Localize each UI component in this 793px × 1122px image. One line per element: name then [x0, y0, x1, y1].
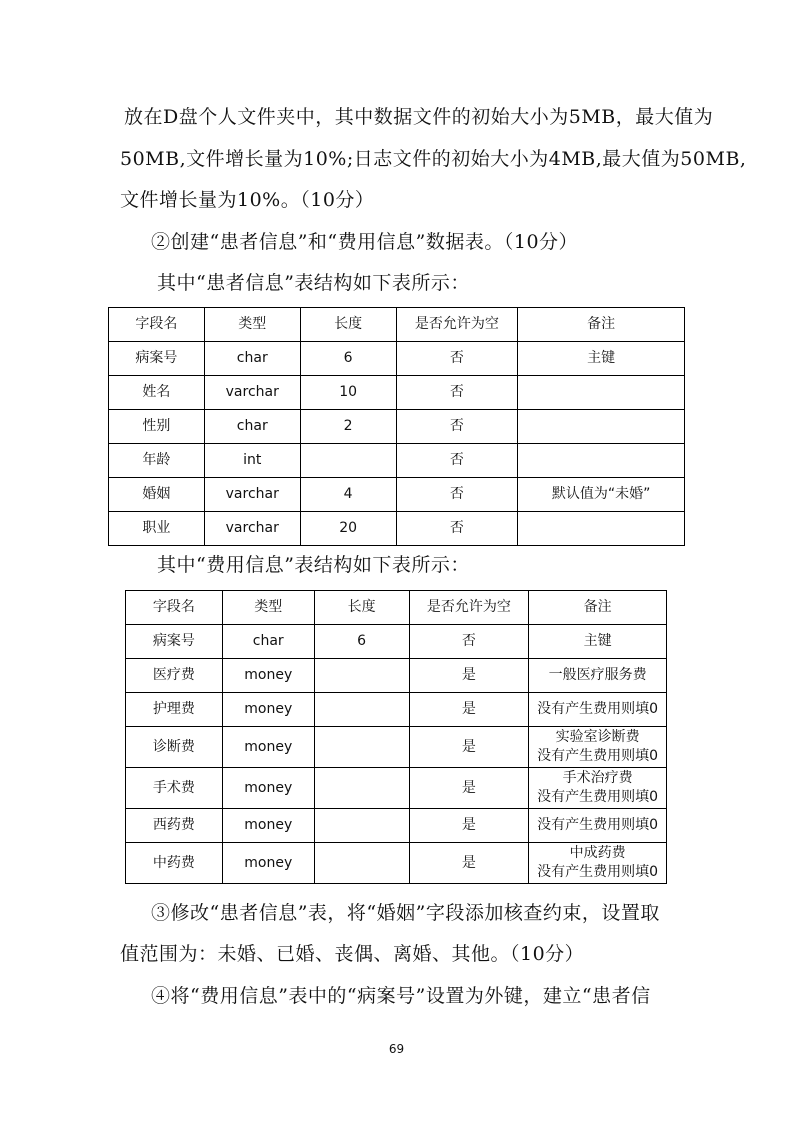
table-cell: 20 [300, 512, 396, 546]
table-cell [300, 444, 396, 478]
note-line: 没有产生费用则填0 [537, 789, 659, 805]
note-cell [529, 768, 667, 809]
table-cell: char [204, 342, 300, 376]
table-row [126, 625, 667, 659]
note-cell [529, 659, 667, 693]
table-cell: 否 [396, 376, 518, 410]
table-header-row [109, 308, 685, 342]
table-cell: 是 [409, 809, 529, 843]
body-text-line: ④将“费用信息”表中的“病案号”设置为外键，建立“患者信 [151, 985, 651, 1007]
table-cell: varchar [204, 512, 300, 546]
table-cell: 10 [300, 376, 396, 410]
table-cell: 姓名 [109, 376, 205, 410]
note-cell [529, 727, 667, 768]
header-cell: 备注 [518, 308, 685, 342]
table-caption: 其中“费用信息”表结构如下表所示： [157, 554, 470, 576]
table-row [126, 843, 667, 884]
table-row [109, 410, 685, 444]
table-cell: money [222, 809, 314, 843]
table-cell [518, 512, 685, 546]
page-number: 69 [388, 1042, 405, 1056]
header-cell: 字段名 [109, 308, 205, 342]
table-cell: money [222, 727, 314, 768]
note-cell [529, 693, 667, 727]
note-cell [529, 625, 667, 659]
note-line: 没有产生费用则填0 [537, 748, 659, 764]
note-cell [529, 843, 667, 884]
table-cell: 2 [300, 410, 396, 444]
patient-info-table [108, 307, 685, 546]
table-cell: 6 [314, 625, 409, 659]
table-cell: 手术费 [126, 768, 223, 809]
header-cell: 长度 [300, 308, 396, 342]
table-cell: 是 [409, 659, 529, 693]
table-cell: 主键 [518, 342, 685, 376]
body-text-line: 50MB,文件增长量为10%;日志文件的初始大小为4MB,最大值为50MB, [120, 148, 747, 170]
table-cell: 否 [409, 625, 529, 659]
table-cell: 4 [300, 478, 396, 512]
table-row [126, 809, 667, 843]
note-line: 实验室诊断费 [555, 729, 640, 745]
table-cell: 否 [396, 512, 518, 546]
table-cell [314, 659, 409, 693]
table-cell [518, 410, 685, 444]
table-row [126, 768, 667, 809]
table-cell: 西药费 [126, 809, 223, 843]
table-row [109, 478, 685, 512]
table-cell: 职业 [109, 512, 205, 546]
table-cell [314, 693, 409, 727]
table-cell: 否 [396, 410, 518, 444]
table-cell: 医疗费 [126, 659, 223, 693]
table-cell: 护理费 [126, 693, 223, 727]
table-cell: 病案号 [126, 625, 223, 659]
note-line: 一般医疗服务费 [548, 667, 647, 683]
table-cell: int [204, 444, 300, 478]
table-cell [518, 444, 685, 478]
table-cell: varchar [204, 376, 300, 410]
table-cell: 年龄 [109, 444, 205, 478]
note-line: 没有产生费用则填0 [537, 817, 659, 833]
table-cell: money [222, 659, 314, 693]
note-line: 中成药费 [569, 845, 626, 861]
body-text-line: 文件增长量为10%。（10分） [120, 189, 375, 211]
table-cell: money [222, 843, 314, 884]
table-cell: money [222, 693, 314, 727]
table-row [109, 342, 685, 376]
table-row [126, 659, 667, 693]
table-cell: 性别 [109, 410, 205, 444]
body-text-line: 值范围为：未婚、已婚、丧偶、离婚、其他。（10分） [120, 943, 585, 965]
table-cell: 是 [409, 693, 529, 727]
table-cell [314, 843, 409, 884]
table-row [109, 444, 685, 478]
header-cell: 是否允许为空 [409, 591, 529, 625]
table-cell: 中药费 [126, 843, 223, 884]
note-line: 主键 [583, 633, 612, 649]
body-text-line: ②创建“患者信息”和“费用信息”数据表。（10分） [151, 231, 579, 253]
header-cell: 备注 [529, 591, 667, 625]
table-cell: 否 [396, 342, 518, 376]
table-cell: char [222, 625, 314, 659]
fee-info-table [125, 590, 667, 884]
table-row [109, 376, 685, 410]
table-cell: char [204, 410, 300, 444]
table-caption: 其中“患者信息”表结构如下表所示： [157, 272, 470, 294]
table-cell [314, 809, 409, 843]
note-line: 没有产生费用则填0 [537, 864, 659, 880]
note-line: 手术治疗费 [562, 770, 633, 786]
table-row [109, 512, 685, 546]
table-cell: 病案号 [109, 342, 205, 376]
body-text-line: 放在D盘个人文件夹中，其中数据文件的初始大小为5MB，最大值为 [124, 106, 714, 128]
note-line: 没有产生费用则填0 [537, 701, 659, 717]
table-row [126, 693, 667, 727]
body-text-line: ③修改“患者信息”表，将“婚姻”字段添加核查约束，设置取 [151, 902, 660, 924]
table-cell: 否 [396, 444, 518, 478]
table-cell [314, 727, 409, 768]
table-cell: 6 [300, 342, 396, 376]
note-cell [529, 809, 667, 843]
table-header-row [126, 591, 667, 625]
table-cell: money [222, 768, 314, 809]
table-cell: 是 [409, 727, 529, 768]
header-cell: 是否允许为空 [396, 308, 518, 342]
header-cell: 类型 [204, 308, 300, 342]
header-cell: 字段名 [126, 591, 223, 625]
table-cell: varchar [204, 478, 300, 512]
table-cell: 默认值为“未婚” [518, 478, 685, 512]
table-row [126, 727, 667, 768]
table-cell: 否 [396, 478, 518, 512]
table-cell: 婚姻 [109, 478, 205, 512]
table-cell [518, 376, 685, 410]
table-cell: 是 [409, 843, 529, 884]
table-cell [314, 768, 409, 809]
table-cell: 是 [409, 768, 529, 809]
header-cell: 类型 [222, 591, 314, 625]
table-cell: 诊断费 [126, 727, 223, 768]
header-cell: 长度 [314, 591, 409, 625]
